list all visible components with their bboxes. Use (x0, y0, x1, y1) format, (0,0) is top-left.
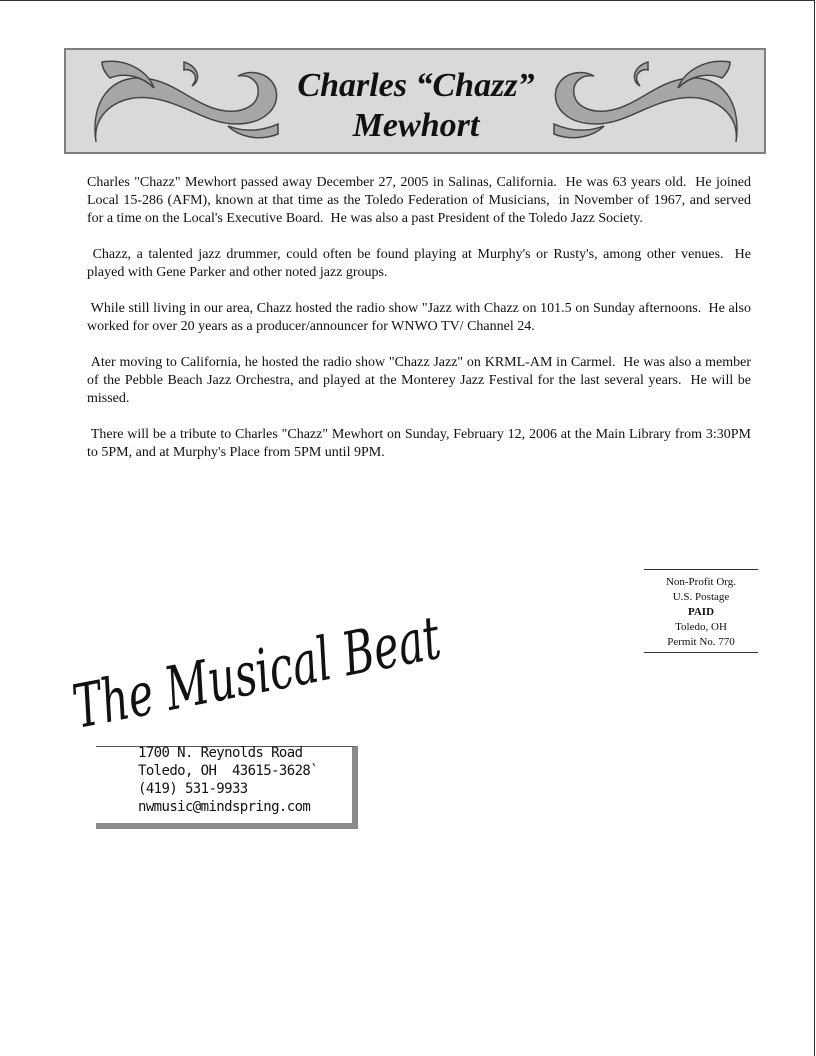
article-paragraph-4: Ater moving to California, he hosted the radio show "Chazz Jazz" on KRML-AM in Carmel. He was also a member of the Pebble Beach Jazz Orchestra, and played at the Monterey Jazz Festival for the last several years. He will be missed. (87, 355, 755, 406)
address-street: 1700 N. Reynolds Road (138, 745, 303, 761)
page-title-line-1: Charles “Chazz” (297, 67, 535, 104)
page-border-right (814, 0, 815, 1056)
article-paragraph-1: Charles "Chazz" Mewhort passed away December 27, 2005 in Salinas, California. He was 63 years old. He joined Local 15-286 (AFM), known at that time as the Toledo Federation of Musicians, in November of 1967, and served for a time on the Local's Executive Board. He was also a past President of the Toledo Jazz Society. (87, 175, 755, 226)
address-email: nwmusic@mindspring.com (138, 799, 311, 815)
postage-permit-indicia (644, 569, 758, 653)
address-phone: (419) 531-9933 (138, 781, 248, 797)
return-address (138, 744, 348, 816)
article-body (87, 174, 755, 480)
postage-city: Toledo, OH (675, 621, 727, 633)
article-paragraph-3: While still living in our area, Chazz hosted the radio show "Jazz with Chazz on 101.5 on Sunday afternoons. He also worked for over 20 years as a producer/announcer for WNWO TV/ Channel 24. (87, 301, 755, 334)
postage-org: Non-Profit Org. (665, 576, 737, 588)
title-banner (64, 48, 766, 154)
page-title-line-2: Mewhort (352, 107, 480, 144)
postage-paid: PAID (687, 606, 715, 618)
article-paragraph-5: There will be a tribute to Charles "Chazz" Mewhort on Sunday, February 12, 2006 at the Main Library from 3:30PM to 5PM, and at Murphy's Place from 5PM until 9PM. (87, 427, 755, 460)
logo-text: The Musical Beat (67, 572, 602, 743)
address-city: Toledo, OH 43615-3628` (138, 763, 319, 779)
postage-permit-number: Permit No. 770 (667, 636, 735, 648)
article-paragraph-2: Chazz, a talented jazz drummer, could often be found playing at Murphy's or Rusty's, among other venues. He played with Gene Parker and other noted jazz groups. (87, 247, 755, 280)
page-border-top (0, 0, 815, 1)
musical-beat-logo (67, 572, 602, 750)
postage-label: U.S. Postage (672, 591, 730, 603)
